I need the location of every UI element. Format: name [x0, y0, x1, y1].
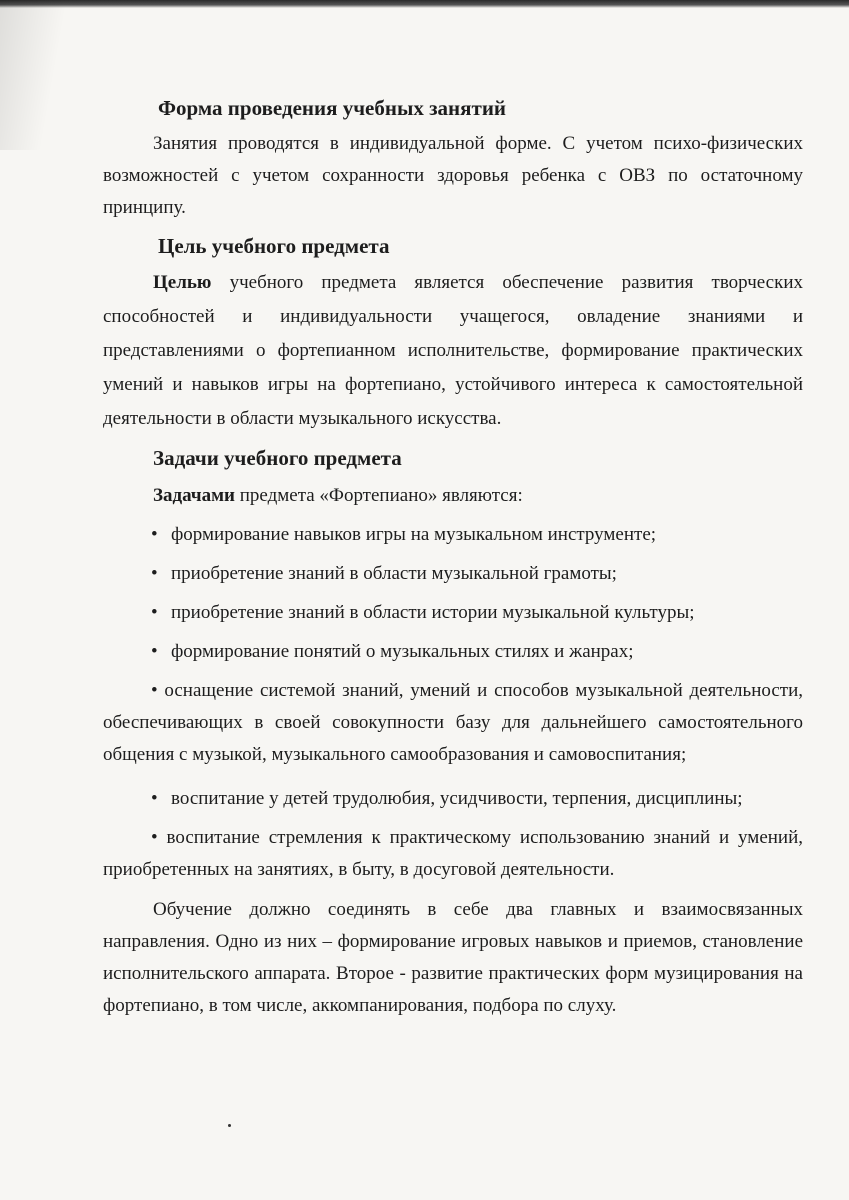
bullet-icon: • [151, 680, 158, 701]
closing-paragraph: Обучение должно соединять в себе два главных и взаимосвязанных направления. Одно из них – формирование игровых навыков и приемов, становление исполнительского аппарата. Второе - развитие практических форм музицирования на фортепиано, в том числе, аккомпанирования, подбора по слуху. [103, 899, 803, 1016]
list-item [103, 597, 803, 629]
list-item [103, 822, 803, 886]
list-item [103, 636, 803, 668]
tasks-intro [103, 480, 803, 512]
scan-edge-shadow [0, 0, 849, 8]
goal-lead-word: Целью [153, 272, 212, 293]
list-item-text: воспитание стремления к практическому использованию знаний и умений, приобретенных на занятиях, в быту, в досуговой деятельности. [103, 827, 804, 880]
list-item [103, 519, 803, 551]
list-item-text: оснащение системой знаний, умений и способов музыкальной деятельности, обеспечивающих в своей совокупности базу для дальнейшего самостоятельного общения с музыкой, музыкального самообразования и самовоспитания; [103, 680, 803, 765]
bullet-icon: • [151, 602, 158, 623]
list-item-text: формирование навыков игры на музыкальном инструменте; [171, 524, 657, 545]
document-body [103, 92, 803, 1022]
paragraph-subject-goal [103, 266, 803, 436]
list-item-text: приобретение знаний в области истории музыкальной культуры; [171, 602, 695, 623]
list-item-text: воспитание у детей трудолюбия, усидчивости, терпения, дисциплины; [171, 788, 743, 809]
bullet-icon: • [151, 563, 158, 584]
scan-speck [228, 1124, 231, 1127]
goal-text: учебного предмета является обеспечение развития творческих способностей и индивидуальности учащегося, овладение знаниями и представлениями о фортепианном исполнительстве, формирование практических умений и навыков игры на фортепиано, устойчивого интереса к самостоятельной деятельности в области музыкального искусства. [103, 272, 803, 429]
list-item [103, 783, 803, 815]
heading-subject-goal: Цель учебного предмета [158, 234, 390, 258]
paragraph-lesson-form: Занятия проводятся в индивидуальной форме. С учетом психо-физических возможностей с учетом сохранности здоровья ребенка с ОВЗ по остаточному принципу. [103, 133, 803, 218]
list-item-text: приобретение знаний в области музыкальной грамоты; [171, 563, 617, 584]
tasks-lead-word: Задачами [153, 485, 235, 506]
heading-lesson-form: Форма проведения учебных занятий [158, 96, 507, 120]
scan-corner-shadow [0, 0, 70, 150]
list-item [103, 675, 803, 771]
heading-subject-tasks: Задачи учебного предмета [153, 446, 402, 470]
list-item [103, 558, 803, 590]
list-item-text: формирование понятий о музыкальных стилях и жанрах; [171, 641, 634, 662]
bullet-icon: • [151, 641, 158, 662]
bullet-icon: • [151, 524, 158, 545]
bullet-icon: • [151, 788, 158, 809]
bullet-icon: • [151, 827, 158, 848]
tasks-intro-text: предмета «Фортепиано» являются: [239, 485, 523, 506]
